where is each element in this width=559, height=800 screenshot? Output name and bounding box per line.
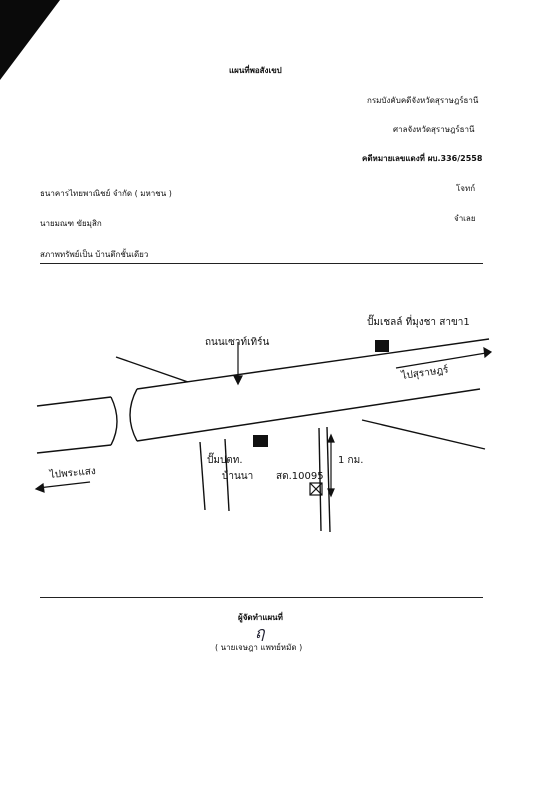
court-office: กรมบังคับคดีจังหวัดสุราษฎร์ธานี <box>367 96 479 105</box>
direction-left-label: ไปพระแสง <box>49 466 97 481</box>
case-number: คดีหมายเลขแดงที่ ผบ.336/2558 <box>362 154 483 163</box>
distance-label: 1 กม. <box>338 455 364 466</box>
page-title: แผนที่พอสังเขป <box>229 66 282 75</box>
ptt-location-label: บ้านนา <box>222 471 254 482</box>
map-maker-name: ( นายเจษฎา แพทย์หมัด ) <box>215 643 303 652</box>
direction-right-label: ไปสุราษฎร์ <box>400 364 450 382</box>
shell-station-label: ปั๊มเชลล์ ที่มุงชา สาขา1 <box>367 317 470 328</box>
plaintiff-name: ธนาคารไทยพาณิชย์ จำกัด ( มหาชน ) <box>40 189 172 198</box>
road-name-label: ถนนเซาท์เทิร์น <box>205 337 270 348</box>
shell-station-marker <box>375 340 389 352</box>
parcel-label: สด.10095 <box>276 471 324 482</box>
property-description: สภาพทรัพย์เป็น บ้านตึกชั้นเดียว <box>40 250 149 259</box>
ptt-station-label: ปั๊มปตท. <box>207 455 243 466</box>
ptt-station-marker <box>253 435 268 447</box>
defendant-role: จำเลย <box>454 214 476 223</box>
signature: ฤ <box>255 623 265 642</box>
plaintiff-role: โจทก์ <box>456 184 476 193</box>
map-maker-label: ผู้จัดทำแผนที่ <box>238 613 283 622</box>
bottom-divider <box>40 597 483 598</box>
court-name: ศาลจังหวัดสุราษฎร์ธานี <box>393 125 475 134</box>
defendant-name: นายมณฑ ขัยมุสิก <box>40 219 102 228</box>
